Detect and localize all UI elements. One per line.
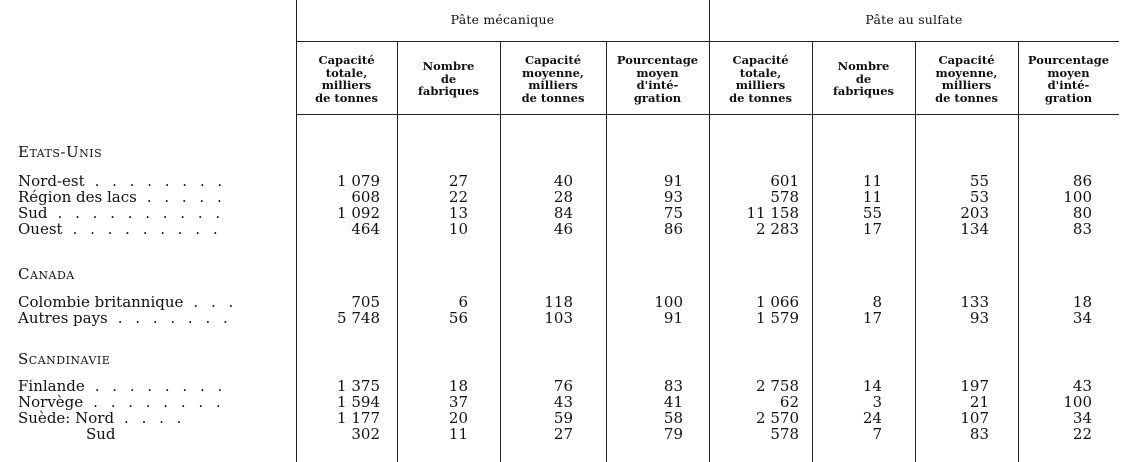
table-cell: 608 <box>351 188 380 206</box>
table-cell: 705 <box>351 293 380 311</box>
table-cell: 56 <box>448 309 468 327</box>
table-cell: 11 <box>862 172 882 190</box>
table-cell: 1 079 <box>337 172 380 190</box>
table-cell: 55 <box>862 204 882 222</box>
table-cell: 1 594 <box>337 393 380 411</box>
table-cell: 83 <box>969 425 989 443</box>
row-label-text: Sud <box>18 204 48 222</box>
leader-dots: . . . . <box>124 409 186 427</box>
row-label-text: Finlande <box>18 377 85 395</box>
rule-group-bottom <box>296 41 1119 42</box>
table-cell: 203 <box>960 204 989 222</box>
row-label <box>18 294 237 310</box>
table-cell: 40 <box>553 172 573 190</box>
table-cell: 28 <box>553 188 573 206</box>
table-cell: 1 092 <box>337 204 380 222</box>
table-cell: 59 <box>553 409 573 427</box>
leader-dots: . . . . . . . . <box>93 393 225 411</box>
table-cell: 302 <box>351 425 380 443</box>
row-label-text: Ouest <box>18 220 63 238</box>
table-cell: 20 <box>448 409 468 427</box>
row-label <box>18 410 185 426</box>
table-cell: 86 <box>663 220 683 238</box>
row-label-text: Suède: Nord <box>18 409 115 427</box>
table-cell: 2 570 <box>756 409 799 427</box>
table-cell: 133 <box>960 293 989 311</box>
table-cell: 1 066 <box>756 293 799 311</box>
table-cell: 75 <box>663 204 683 222</box>
column-header: Capacité moyenne, milliers de tonnes <box>521 53 585 105</box>
table-cell: 107 <box>960 409 989 427</box>
row-label-text: Colombie britannique <box>18 293 184 311</box>
table-cell: 11 <box>862 188 882 206</box>
leader-dots: . . . . . . . . <box>94 172 227 190</box>
table-cell: 134 <box>960 220 989 238</box>
column-header: Capacité totale, milliers de tonnes <box>729 53 792 105</box>
rule-header-bottom <box>296 114 1119 115</box>
table-cell: 22 <box>1072 425 1092 443</box>
table-cell: 2 283 <box>756 220 799 238</box>
table-cell: 100 <box>1063 188 1092 206</box>
table-cell: 80 <box>1072 204 1092 222</box>
table-cell: 34 <box>1072 409 1092 427</box>
column-header: Nombre de fabriques <box>417 59 480 99</box>
row-label <box>18 189 226 205</box>
table-cell: 7 <box>872 425 882 443</box>
table-cell: 578 <box>770 425 799 443</box>
table-cell: 83 <box>1072 220 1092 238</box>
row-label <box>18 378 226 394</box>
table-cell: 53 <box>969 188 989 206</box>
table-cell: 103 <box>544 309 573 327</box>
column-header: Nombre de fabriques <box>832 59 895 99</box>
table-cell: 11 <box>448 425 468 443</box>
table-cell: 91 <box>663 309 683 327</box>
row-label <box>18 173 226 189</box>
column-header: Capacité moyenne, milliers de tonnes <box>935 53 998 105</box>
row-label-text: Autres pays <box>18 309 108 327</box>
leader-dots: . . . . . . . . . . <box>57 204 225 222</box>
table-cell: 86 <box>1072 172 1092 190</box>
table-cell: 100 <box>1063 393 1092 411</box>
section-title-etats-unis: Etats-Unis <box>18 143 103 161</box>
table-cell: 3 <box>872 393 882 411</box>
leader-dots: . . . . . . . <box>117 309 232 327</box>
table-cell: 76 <box>553 377 573 395</box>
leader-dots: . . . . . . . . . <box>72 220 222 238</box>
table-cell: 79 <box>663 425 683 443</box>
table-cell: 43 <box>553 393 573 411</box>
table-cell: 10 <box>448 220 468 238</box>
table-cell: 17 <box>862 309 882 327</box>
table-cell: 13 <box>448 204 468 222</box>
row-label <box>18 205 224 221</box>
table-cell: 62 <box>779 393 799 411</box>
table-cell: 100 <box>654 293 683 311</box>
row-label <box>18 221 222 237</box>
table-cell: 17 <box>862 220 882 238</box>
table-cell: 6 <box>458 293 468 311</box>
column-header: Pourcentage moyen d'inté- gration <box>616 53 699 105</box>
table-cell: 27 <box>448 172 468 190</box>
table-cell: 22 <box>448 188 468 206</box>
table-cell: 118 <box>544 293 573 311</box>
column-header: Capacité totale, milliers de tonnes <box>315 53 378 105</box>
table-cell: 27 <box>553 425 573 443</box>
table-cell: 93 <box>969 309 989 327</box>
table-cell: 18 <box>1072 293 1092 311</box>
table-cell: 1 375 <box>337 377 380 395</box>
section-title-canada: Canada <box>18 265 75 283</box>
table-cell: 1 177 <box>337 409 380 427</box>
table-cell: 601 <box>770 172 799 190</box>
table-cell: 43 <box>1072 377 1092 395</box>
table-cell: 91 <box>663 172 683 190</box>
leader-dots: . . . . . . . . <box>94 377 227 395</box>
table-cell: 24 <box>862 409 882 427</box>
table-cell: 464 <box>351 220 380 238</box>
table-cell: 46 <box>553 220 573 238</box>
table-cell: 578 <box>770 188 799 206</box>
table-cell: 93 <box>663 188 683 206</box>
table-cell: 18 <box>448 377 468 395</box>
table-cell: 37 <box>448 393 468 411</box>
table-cell: 55 <box>969 172 989 190</box>
group-header-mechanical: Pâte mécanique <box>450 12 555 27</box>
leader-dots: . . . <box>193 293 238 311</box>
table-cell: 58 <box>663 409 683 427</box>
table-cell: 21 <box>969 393 989 411</box>
group-header-sulfate: Pâte au sulfate <box>865 12 963 27</box>
row-label-text: Norvège <box>18 393 84 411</box>
section-title-scandinavie: Scandinavie <box>18 350 111 368</box>
row-label <box>86 426 116 442</box>
row-label <box>18 394 225 410</box>
table-cell: 41 <box>663 393 683 411</box>
table-cell: 84 <box>553 204 573 222</box>
table-cell: 8 <box>872 293 882 311</box>
row-label <box>18 310 232 326</box>
table-cell: 5 748 <box>337 309 380 327</box>
table-cell: 34 <box>1072 309 1092 327</box>
table-cell: 14 <box>862 377 882 395</box>
row-label-text: Nord-est <box>18 172 85 190</box>
leader-dots: . . . . . <box>146 188 226 206</box>
column-header: Pourcentage moyen d'inté- gration <box>1027 53 1110 105</box>
table-cell: 11 158 <box>746 204 799 222</box>
table-cell: 2 758 <box>756 377 799 395</box>
row-label-text: Sud <box>86 425 116 443</box>
table-cell: 197 <box>960 377 989 395</box>
table-cell: 83 <box>663 377 683 395</box>
table-cell: 1 579 <box>756 309 799 327</box>
row-label-text: Région des lacs <box>18 188 137 206</box>
